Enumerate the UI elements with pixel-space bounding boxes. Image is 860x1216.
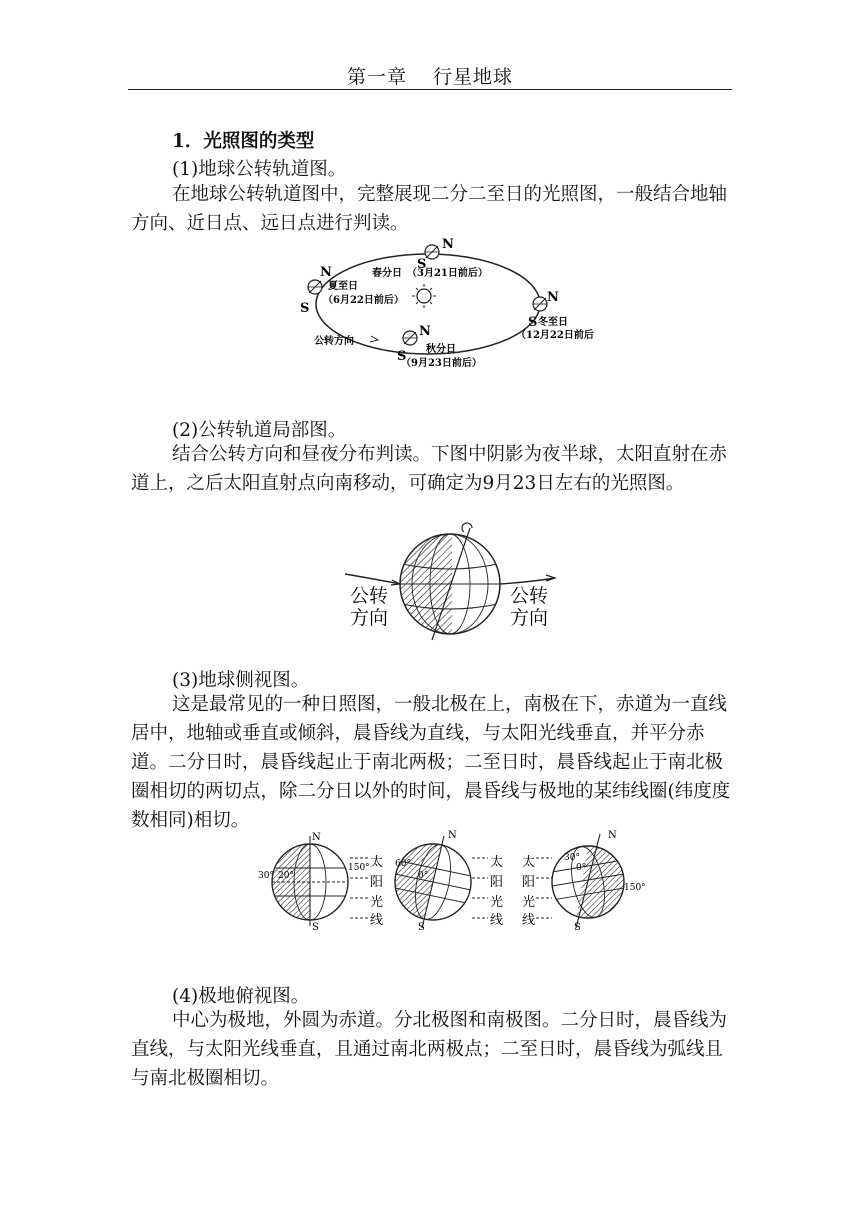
- winter-date: （12月22日前后: [516, 330, 594, 341]
- sun2-char: 阳: [370, 875, 384, 890]
- sun1-char-b: 太: [490, 855, 504, 870]
- winter-name: 冬至日: [538, 317, 568, 328]
- summer-globe-icon: [308, 280, 322, 294]
- s2-body: 结合公转方向和昼夜分布判读。下图中阴影为夜半球，太阳直射在赤道上，之后太阳直射点向南移动，可确定为9月23日左右的光照图。: [131, 444, 728, 494]
- g3-lat0: 0°: [576, 863, 587, 873]
- autumn-s: S: [397, 349, 407, 364]
- spring-name: 春分日: [372, 268, 402, 279]
- page-header: [128, 62, 732, 89]
- sun3-char-b: 光: [490, 895, 504, 910]
- header-rule: [128, 89, 732, 90]
- sun2-char-c: 阳: [522, 875, 536, 890]
- s3-body: 这是最常见的一种日照图，一般北极在上，南极在下，赤道为一直线居中，地轴或垂直或倾斜，晨昏线为直线，与太阳光线垂直，并平分赤道。二分日时，晨昏线起止于南北两极；二至日时，晨昏线起止于南北极圈相切的两切点，除二分日以外的时间，晨昏线与极地的某纬线圈(纬度度数相同)相切。: [131, 694, 731, 831]
- autumn-date: （9月23日前后）: [401, 358, 482, 369]
- dir-b-line2: 方向: [510, 607, 549, 629]
- side-view-figure: [258, 826, 648, 934]
- summer-s: S: [300, 301, 310, 316]
- s3-heading: (3)地球侧视图。: [172, 670, 310, 691]
- dir-a-line1: 公转: [350, 585, 389, 607]
- autumn-n: N: [419, 324, 431, 339]
- sun4-char-b: 线: [490, 913, 504, 928]
- sun-icon: [412, 284, 436, 308]
- g2-n: N: [448, 830, 457, 841]
- g1-lon150: 150°: [348, 863, 370, 873]
- sun4-char-c: 线: [522, 913, 536, 928]
- summer-name: 夏至日: [328, 281, 358, 292]
- sun2-char-b: 阳: [490, 875, 504, 890]
- sun1-char: 太: [370, 855, 384, 870]
- g2-lat60: 60°: [395, 859, 411, 869]
- orbit-figure: [290, 232, 610, 372]
- spring-s: S: [417, 257, 427, 272]
- g3-n: N: [608, 830, 617, 841]
- spring-globe-icon: [425, 245, 439, 259]
- chapter-title: 行星地球: [433, 66, 514, 88]
- g1-lat30: 30°: [258, 871, 274, 881]
- g1-n: N: [312, 832, 321, 843]
- s4-heading: (4)极地俯视图。: [172, 986, 310, 1007]
- g2-s: S: [418, 922, 425, 933]
- g2-lat0: 0°: [418, 871, 429, 881]
- orbit-line-left: [345, 574, 400, 584]
- g3-s: S: [574, 922, 581, 933]
- g1-lat20: 20°: [278, 871, 294, 881]
- g3-lat30: 30°: [564, 853, 580, 863]
- orbit-dir-label: 公转方向: [314, 336, 354, 347]
- winter-globe-icon: [533, 297, 547, 311]
- section-title: 1．光照图的类型: [172, 131, 315, 152]
- summer-n: N: [320, 265, 332, 280]
- orbit-arrow-icon: [370, 336, 378, 342]
- spring-n: N: [442, 237, 454, 252]
- s1-body: 在地球公转轨道图中，完整展现二分二至日的光照图，一般结合地轴方向、近日点、远日点进行判读。: [131, 184, 728, 234]
- s4-body: 中心为极地，外圆为赤道。分北极图和南极图。二分日时，晨昏线为直线，与太阳光线垂直，且通过南北两极点；二至日时，晨昏线为弧线且与南北极圈相切。: [131, 1010, 728, 1089]
- autumn-globe-icon: [403, 331, 417, 345]
- sun-rays-2: [472, 854, 552, 928]
- rotation-arrow-icon: [462, 523, 472, 532]
- autumn-name: 秋分日: [426, 344, 456, 355]
- dir-a-line2: 方向: [350, 607, 389, 629]
- s2-heading: (2)公转轨道局部图。: [172, 420, 347, 441]
- winter-n: N: [547, 290, 559, 305]
- sun4-char: 线: [370, 913, 384, 928]
- orbit-partial-figure: [340, 522, 560, 650]
- winter-s: S: [528, 315, 538, 330]
- g3-lon150: 150°: [624, 883, 646, 893]
- dir-b-line1: 公转: [510, 585, 549, 607]
- g1-s: S: [312, 922, 319, 933]
- summer-date: （6月22日前后）: [323, 295, 404, 306]
- s1-heading: (1)地球公转轨道图。: [172, 159, 347, 180]
- spring-date: （3月21日前后）: [407, 268, 488, 279]
- sun3-char: 光: [370, 895, 384, 910]
- chapter-label: 第一章: [346, 66, 407, 88]
- sun1-char-c: 太: [522, 855, 536, 870]
- sun3-char-c: 光: [522, 895, 536, 910]
